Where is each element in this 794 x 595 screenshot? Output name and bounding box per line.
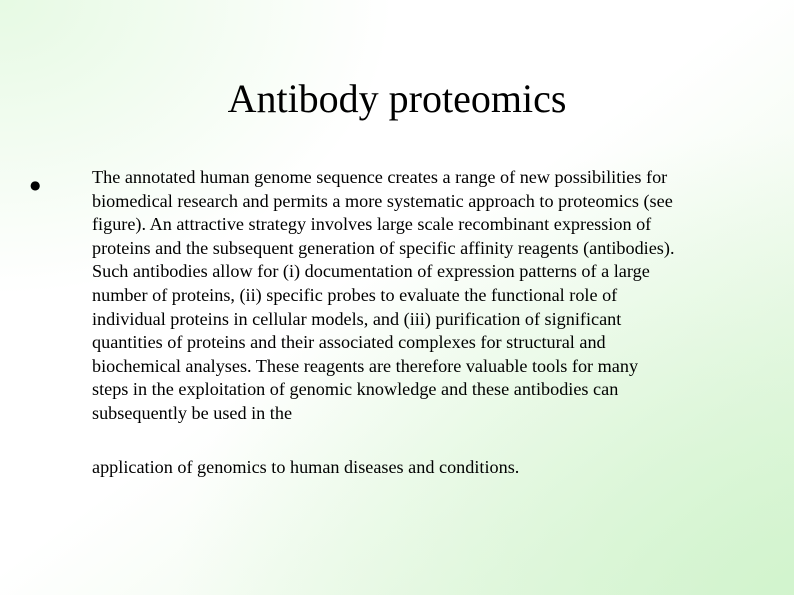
bullet-dot-icon: ● xyxy=(30,178,41,192)
slide-title: Antibody proteomics xyxy=(227,76,567,121)
bullet-paragraph-end: application of genomics to human diseases and conditions. xyxy=(92,457,520,477)
bullet-paragraph: The annotated human genome sequence creates a range of new possibilities for biomedical research and permits a more systematic approach to proteomics (see figure). An attractive strategy involves large scale recombinant expression of proteins and the subsequent generation of specific affinity reagents (antibodies). Such antibodies allow for (i) documentation of expression patterns of a large number of proteins, (ii) specific probes to evaluate the functional role of individual proteins in cellular models, and (iii) purification of significant quantities of proteins and their associated complexes for structural and biochemical analyses. These reagents are therefore valuable tools for many steps in the exploitation of genomic knowledge and these antibodies can subsequently be used in the xyxy=(92,167,675,423)
